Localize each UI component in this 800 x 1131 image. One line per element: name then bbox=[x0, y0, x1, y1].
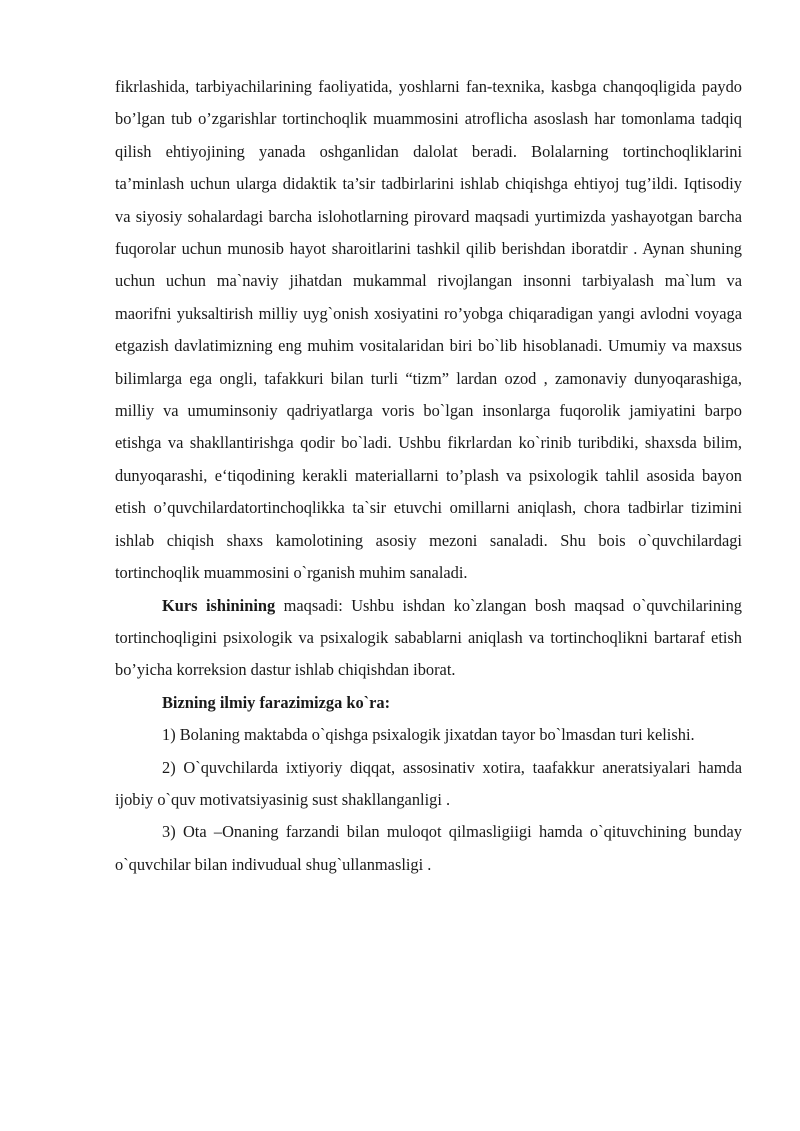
purpose-text: maqsadi: Ushbu ishdan ko`zlangan bosh maqsad o`quvchilarining tortinchoqligini psixologik va psixalogik sabablarni aniqlash va tortinchoqlikni bartaraf etish bo’yicha korreksion dastur ishlab chiqishdan iborat. bbox=[115, 595, 743, 680]
hypothesis-item: 3) Ota –Onaning farzandi bilan muloqot qilmasligiigi hamda o`qituvchining bunday o`quvchilar bilan indivudual shug`ullanmasligi . bbox=[115, 822, 742, 874]
intro-paragraph: fikrlashida, tarbiyachilarining faoliyatida, yoshlarni fan-texnika, kasbga chanqoqligida paydo bo’lgan tub o’zgarishlar tortinchoqlik muammosini atroflicha asoslash har tomonlama tadqiq qilish ehtiyojining yanada oshganlidan dalolat beradi. Bolalarning tortinchoqliklarini ta’minlash uchun ularga didaktik ta’sir tadbirlarini ishlab chiqishga ehtiyoj tug’ildi. Iqtisodiy va siyosiy sohalardagi barcha islohotlarning pirovard maqsadi yurtimizda yashayotgan barcha fuqorolar uchun munosib hayot sharoitlarini tashkil qilib berishdan iboratdir . Aynan shuning uchun uchun ma`naviy jihatdan mukammal rivojlangan insonni tarbiyalash ma`lum va maorifni yuksaltirish milliy uyg`onish xosiyatini ro’yobga chiqaradigan yangi avlodni voyaga etgazish davlatimizning eng muhim vositalaridan biri bo`lib hisoblanadi. Umumiy va maxsus bilimlarga ega ongli, tafakkuri bilan turli “tizm” lardan ozod , zamonaviy dunyoqarashiga, milliy va umuminsoniy qadriyatlarga voris bo`lgan insonlarga fuqorolik jamiyatini barpo etishga va shakllantirishga qodir bo`ladi. Ushbu fikrlardan ko`rinib turibdiki, shaxsda bilim, dunyoqarashi, e‘tiqodining kerakli materiallarni to’plash va psixologik tahlil asosida bayon etish o’quvchilardatortinchoqlikka ta`sir etuvchi omillarni aniqlash, chora tadbirlar tizimini ishlab chiqish shaxs kamolotining asosiy mezoni sanaladi. Shu bois o`quvchilardagi tortinchoqlik muammosini o`rganish muhim sanaladi. bbox=[115, 77, 742, 583]
hypothesis-item: 1) Bolaning maktabda o`qishga psixalogik jixatdan tayor bo`lmasdan turi kelishi. bbox=[162, 725, 695, 745]
document-page bbox=[115, 71, 742, 881]
purpose-paragraph bbox=[115, 590, 742, 687]
purpose-label: Kurs ishinining bbox=[162, 595, 276, 615]
hypothesis-item: 2) O`quvchilarda ixtiyoriy diqqat, assosinativ xotira, taafakkur aneratsiyalari hamda ijobiy o`quv motivatsiyasinig sust shakllanganligi . bbox=[115, 757, 742, 809]
hypothesis-heading: Bizning ilmiy farazimizga ko`ra: bbox=[162, 692, 391, 712]
